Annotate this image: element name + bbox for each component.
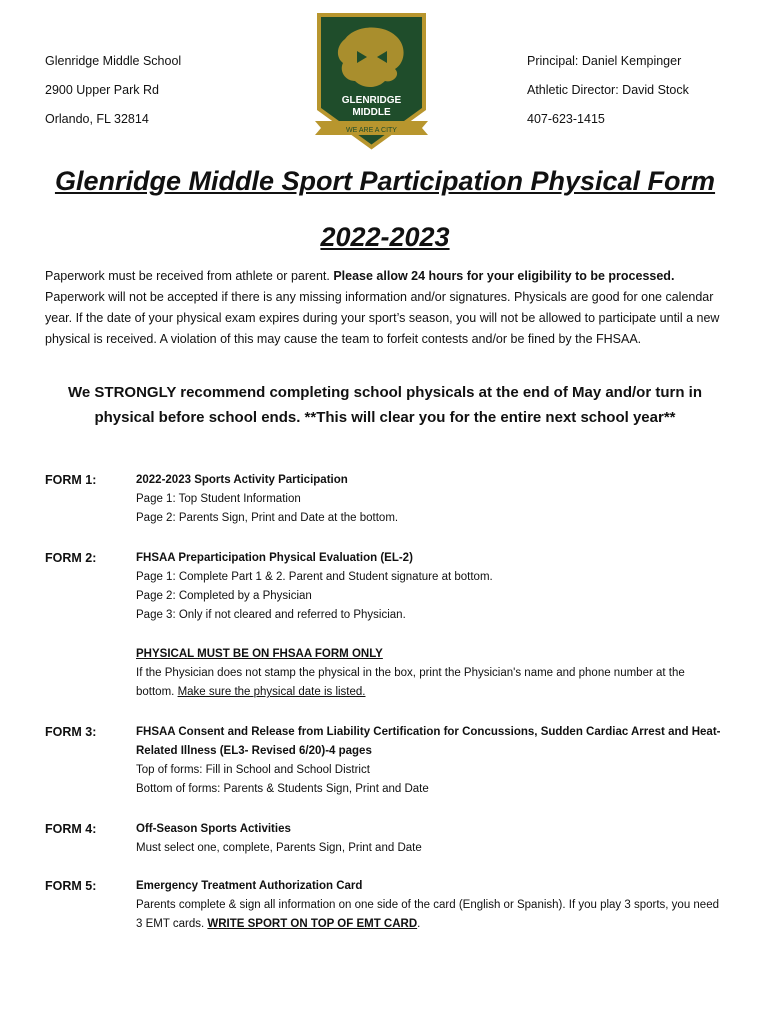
form-1-label: FORM 1:: [45, 473, 97, 487]
phone: 407-623-1415: [527, 112, 605, 126]
form-2-body: [136, 549, 726, 625]
school-city: Orlando, FL 32814: [45, 112, 149, 126]
form-3-title: FHSAA Consent and Release from Liability Certification for Concussions, Sudden Cardiac Arrest and Heat-Related Illness (EL3- Revised 6/20)-4 pages: [136, 726, 721, 757]
form-1-line: Page 2: Parents Sign, Print and Date at the bottom.: [136, 512, 399, 524]
form-5-text: Parents complete & sign all information on one side of the card (English or Spanish). If you play 3 sports, you need 3 EMT cards.: [136, 899, 719, 930]
physical-note-heading: PHYSICAL MUST BE ON FHSAA FORM ONLY: [136, 648, 383, 660]
logo-line2: MIDDLE: [352, 107, 391, 118]
form-4-title: Off-Season Sports Activities: [136, 823, 291, 835]
form-4-label: FORM 4:: [45, 822, 97, 836]
school-logo: [311, 11, 432, 154]
form-4-line: Must select one, complete, Parents Sign, Print and Date: [136, 842, 422, 854]
school-street: 2900 Upper Park Rd: [45, 83, 159, 97]
form-2-line: Page 2: Completed by a Physician: [136, 590, 312, 602]
physical-note-underlined: Make sure the physical date is listed.: [177, 686, 366, 698]
athletic-director: Athletic Director: David Stock: [527, 83, 689, 97]
principal: Principal: Daniel Kempinger: [527, 54, 682, 68]
form-3-label: FORM 3:: [45, 725, 97, 739]
form-2-line: Page 3: Only if not cleared and referred to Physician.: [136, 609, 406, 621]
intro-paragraph: [45, 266, 725, 350]
form-3-line: Top of forms: Fill in School and School District: [136, 764, 370, 776]
form-2-line: Page 1: Complete Part 1 & 2. Parent and Student signature at bottom.: [136, 571, 493, 583]
intro-text-1: Paperwork must be received from athlete or parent.: [45, 269, 334, 283]
form-2-label: FORM 2:: [45, 551, 97, 565]
physical-note-text: If the Physician does not stamp the physical in the box, print the Physician's name and phone number at the bottom.: [136, 667, 685, 698]
form-1-title: 2022-2023 Sports Activity Participation: [136, 474, 348, 486]
form-5-end: .: [417, 918, 421, 930]
logo-motto: WE ARE A CITY: [346, 127, 397, 134]
recommendation: We STRONGLY recommend completing school physicals at the end of May and/or turn in physical before school ends. **This will clear you for the entire next school year**: [68, 384, 702, 426]
form-5-emphasis: WRITE SPORT ON TOP OF EMT CARD: [207, 918, 418, 930]
school-year: 2022-2023: [320, 222, 450, 252]
intro-bold: Please allow 24 hours for your eligibility to be processed.: [333, 269, 675, 283]
intro-text-2: Paperwork will not be accepted if there is any missing information and/or signatures. Physicals are good for one calendar year. If the date of your physical exam expires during your sport’s season, you will not be allowed to participate until a new physical is received. A violation of this may cause the team to forfeit contests and/or be fined by the FHSAA.: [45, 290, 720, 346]
form-4-body: [136, 820, 726, 858]
form-1-line: Page 1: Top Student Information: [136, 493, 301, 505]
physical-note: [136, 645, 726, 702]
form-2-title: FHSAA Preparticipation Physical Evaluation (EL-2): [136, 552, 413, 564]
form-5-title: Emergency Treatment Authorization Card: [136, 880, 363, 892]
school-address-block: [45, 47, 181, 134]
school-name: Glenridge Middle School: [45, 54, 182, 68]
form-5-label: FORM 5:: [45, 879, 97, 893]
form-5-body: [136, 877, 726, 934]
logo-line1: GLENRIDGE: [341, 95, 402, 106]
contact-block: [527, 47, 689, 134]
page-title: Glenridge Middle Sport Participation Physical Form: [54, 166, 716, 196]
form-3-body: [136, 723, 726, 799]
form-3-line: Bottom of forms: Parents & Students Sign, Print and Date: [136, 783, 429, 795]
form-1-body: [136, 471, 726, 528]
